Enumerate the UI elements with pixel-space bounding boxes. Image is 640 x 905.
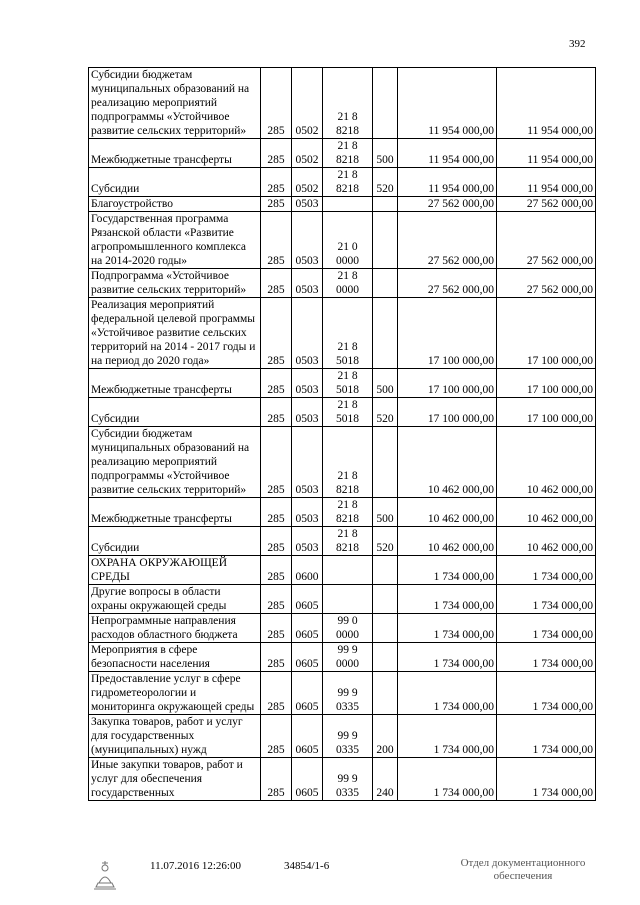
row-grbs: 285 (261, 758, 292, 801)
row-sum-2017: 11 954 000,00 (398, 139, 497, 168)
table-row (89, 715, 596, 758)
row-section: 0503 (292, 269, 323, 298)
row-section: 0502 (292, 139, 323, 168)
row-expense-type: 500 (373, 498, 398, 527)
row-sum-2017: 17 100 000,00 (398, 398, 497, 427)
row-target-article: 21 0 0000 (323, 212, 373, 269)
row-grbs: 285 (261, 197, 292, 212)
row-sum-2018: 1 734 000,00 (497, 672, 596, 715)
row-sum-2018: 1 734 000,00 (497, 758, 596, 801)
footer-datetime: 11.07.2016 12:26:00 (150, 860, 241, 872)
row-sum-2018: 1 734 000,00 (497, 585, 596, 614)
row-expense-type: 500 (373, 139, 398, 168)
row-grbs: 285 (261, 68, 292, 139)
row-section: 0605 (292, 643, 323, 672)
row-sum-2018: 10 462 000,00 (497, 527, 596, 556)
row-target-article: 21 8 0000 (323, 269, 373, 298)
row-sum-2018: 1 734 000,00 (497, 614, 596, 643)
row-expense-type: 500 (373, 369, 398, 398)
row-sum-2018: 17 100 000,00 (497, 298, 596, 369)
row-section: 0503 (292, 498, 323, 527)
row-grbs: 285 (261, 168, 292, 197)
row-expense-type: 520 (373, 168, 398, 197)
table-row (89, 585, 596, 614)
table-row (89, 527, 596, 556)
table-row (89, 139, 596, 168)
row-name: Субсидии (89, 398, 261, 427)
row-sum-2017: 1 734 000,00 (398, 672, 497, 715)
row-target-article: 21 8 5018 (323, 398, 373, 427)
row-section: 0600 (292, 556, 323, 585)
row-sum-2017: 27 562 000,00 (398, 212, 497, 269)
row-expense-type (373, 212, 398, 269)
row-name: Другие вопросы в области охраны окружающей среды (89, 585, 261, 614)
row-target-article: 99 9 0000 (323, 643, 373, 672)
row-target-article: 99 0 0000 (323, 614, 373, 643)
row-target-article: 21 8 5018 (323, 369, 373, 398)
row-sum-2017: 10 462 000,00 (398, 427, 497, 498)
row-target-article (323, 556, 373, 585)
row-sum-2017: 11 954 000,00 (398, 168, 497, 197)
row-sum-2018: 1 734 000,00 (497, 556, 596, 585)
footer-department (448, 857, 598, 883)
row-name: Иные закупки товаров, работ и услуг для обеспечения государственных (89, 758, 261, 801)
row-sum-2018: 10 462 000,00 (497, 498, 596, 527)
row-section: 0503 (292, 212, 323, 269)
row-grbs: 285 (261, 427, 292, 498)
row-section: 0502 (292, 68, 323, 139)
row-name: Субсидии (89, 168, 261, 197)
table-row (89, 212, 596, 269)
row-expense-type (373, 672, 398, 715)
row-expense-type (373, 427, 398, 498)
row-name: Субсидии бюджетам муниципальных образований на реализацию мероприятий подпрограммы «Устойчивое развитие сельских территорий» (89, 68, 261, 139)
row-sum-2018: 17 100 000,00 (497, 369, 596, 398)
budget-table (88, 67, 596, 801)
row-grbs: 285 (261, 614, 292, 643)
row-grbs: 285 (261, 298, 292, 369)
row-sum-2017: 11 954 000,00 (398, 68, 497, 139)
row-sum-2017: 1 734 000,00 (398, 585, 497, 614)
row-sum-2017: 17 100 000,00 (398, 369, 497, 398)
footer-department-line: Отдел документационного (460, 857, 586, 869)
row-sum-2018: 11 954 000,00 (497, 168, 596, 197)
table-row (89, 556, 596, 585)
row-name: ОХРАНА ОКРУЖАЮЩЕЙ СРЕДЫ (89, 556, 261, 585)
table-row (89, 758, 596, 801)
row-name: Подпрограмма «Устойчивое развитие сельских территорий» (89, 269, 261, 298)
row-grbs: 285 (261, 398, 292, 427)
row-grbs: 285 (261, 556, 292, 585)
row-sum-2017: 1 734 000,00 (398, 614, 497, 643)
row-name: Закупка товаров, работ и услуг для государственных (муниципальных) нужд (89, 715, 261, 758)
row-name: Межбюджетные трансферты (89, 498, 261, 527)
footer (0, 857, 640, 897)
row-section: 0605 (292, 672, 323, 715)
row-target-article: 21 8 5018 (323, 298, 373, 369)
row-expense-type (373, 197, 398, 212)
row-grbs: 285 (261, 715, 292, 758)
row-expense-type (373, 614, 398, 643)
row-name: Благоустройство (89, 197, 261, 212)
row-section: 0503 (292, 197, 323, 212)
row-target-article: 21 8 8218 (323, 498, 373, 527)
row-target-article: 99 9 0335 (323, 715, 373, 758)
row-target-article: 21 8 8218 (323, 68, 373, 139)
row-section: 0503 (292, 527, 323, 556)
row-section: 0503 (292, 369, 323, 398)
row-target-article: 99 9 0335 (323, 758, 373, 801)
row-name: Межбюджетные трансферты (89, 139, 261, 168)
row-expense-type: 240 (373, 758, 398, 801)
table-row (89, 643, 596, 672)
row-name: Предоставление услуг в сфере гидрометеорологии и мониторинга окружающей среды (89, 672, 261, 715)
row-grbs: 285 (261, 139, 292, 168)
budget-table-body (89, 68, 596, 801)
table-row (89, 68, 596, 139)
row-sum-2017: 27 562 000,00 (398, 269, 497, 298)
row-target-article: 21 8 8218 (323, 527, 373, 556)
row-section: 0503 (292, 398, 323, 427)
row-expense-type: 520 (373, 398, 398, 427)
row-target-article: 21 8 8218 (323, 427, 373, 498)
row-name: Межбюджетные трансферты (89, 369, 261, 398)
row-grbs: 285 (261, 269, 292, 298)
footer-department-line: обеспечения (493, 870, 553, 882)
row-section: 0605 (292, 715, 323, 758)
row-name: Субсидии (89, 527, 261, 556)
row-sum-2017: 27 562 000,00 (398, 197, 497, 212)
table-row (89, 369, 596, 398)
row-target-article: 21 8 8218 (323, 139, 373, 168)
row-target-article (323, 585, 373, 614)
table-row (89, 168, 596, 197)
row-section: 0605 (292, 758, 323, 801)
page-number: 392 (569, 38, 586, 50)
row-grbs: 285 (261, 369, 292, 398)
row-expense-type (373, 269, 398, 298)
row-sum-2018: 11 954 000,00 (497, 139, 596, 168)
row-sum-2018: 27 562 000,00 (497, 197, 596, 212)
table-row (89, 398, 596, 427)
row-name: Субсидии бюджетам муниципальных образований на реализацию мероприятий подпрограммы «Устойчивое развитие сельских территорий» (89, 427, 261, 498)
row-expense-type (373, 643, 398, 672)
row-target-article: 21 8 8218 (323, 168, 373, 197)
row-expense-type: 200 (373, 715, 398, 758)
row-expense-type (373, 68, 398, 139)
row-sum-2018: 1 734 000,00 (497, 643, 596, 672)
row-expense-type (373, 585, 398, 614)
row-name: Государственная программа Рязанской области «Развитие агропромышленного комплекса на 2014-2020 годы» (89, 212, 261, 269)
row-sum-2018: 1 734 000,00 (497, 715, 596, 758)
table-row (89, 197, 596, 212)
row-name: Непрограммные направления расходов областного бюджета (89, 614, 261, 643)
row-sum-2018: 27 562 000,00 (497, 269, 596, 298)
row-sum-2018: 17 100 000,00 (497, 398, 596, 427)
footer-doc-number: 34854/1-6 (284, 860, 330, 872)
row-section: 0605 (292, 585, 323, 614)
row-section: 0503 (292, 298, 323, 369)
row-grbs: 285 (261, 643, 292, 672)
row-grbs: 285 (261, 527, 292, 556)
row-sum-2018: 27 562 000,00 (497, 212, 596, 269)
row-sum-2017: 1 734 000,00 (398, 758, 497, 801)
row-sum-2017: 10 462 000,00 (398, 527, 497, 556)
table-row (89, 672, 596, 715)
row-sum-2018: 10 462 000,00 (497, 427, 596, 498)
table-row (89, 427, 596, 498)
row-grbs: 285 (261, 498, 292, 527)
row-sum-2017: 1 734 000,00 (398, 643, 497, 672)
row-target-article (323, 197, 373, 212)
row-sum-2017: 1 734 000,00 (398, 715, 497, 758)
table-row (89, 614, 596, 643)
row-name: Реализация мероприятий федеральной целевой программы «Устойчивое развитие сельских территорий на 2014 - 2017 годы и на период до 2020 года» (89, 298, 261, 369)
row-expense-type (373, 298, 398, 369)
table-row (89, 298, 596, 369)
row-section: 0503 (292, 427, 323, 498)
row-target-article: 99 9 0335 (323, 672, 373, 715)
row-sum-2018: 11 954 000,00 (497, 68, 596, 139)
row-section: 0502 (292, 168, 323, 197)
row-expense-type (373, 556, 398, 585)
table-row (89, 498, 596, 527)
row-grbs: 285 (261, 585, 292, 614)
row-sum-2017: 10 462 000,00 (398, 498, 497, 527)
row-sum-2017: 1 734 000,00 (398, 556, 497, 585)
row-section: 0605 (292, 614, 323, 643)
row-sum-2017: 17 100 000,00 (398, 298, 497, 369)
row-expense-type: 520 (373, 527, 398, 556)
row-grbs: 285 (261, 672, 292, 715)
row-grbs: 285 (261, 212, 292, 269)
row-name: Мероприятия в сфере безопасности населения (89, 643, 261, 672)
coat-of-arms-icon (90, 857, 120, 891)
table-row (89, 269, 596, 298)
